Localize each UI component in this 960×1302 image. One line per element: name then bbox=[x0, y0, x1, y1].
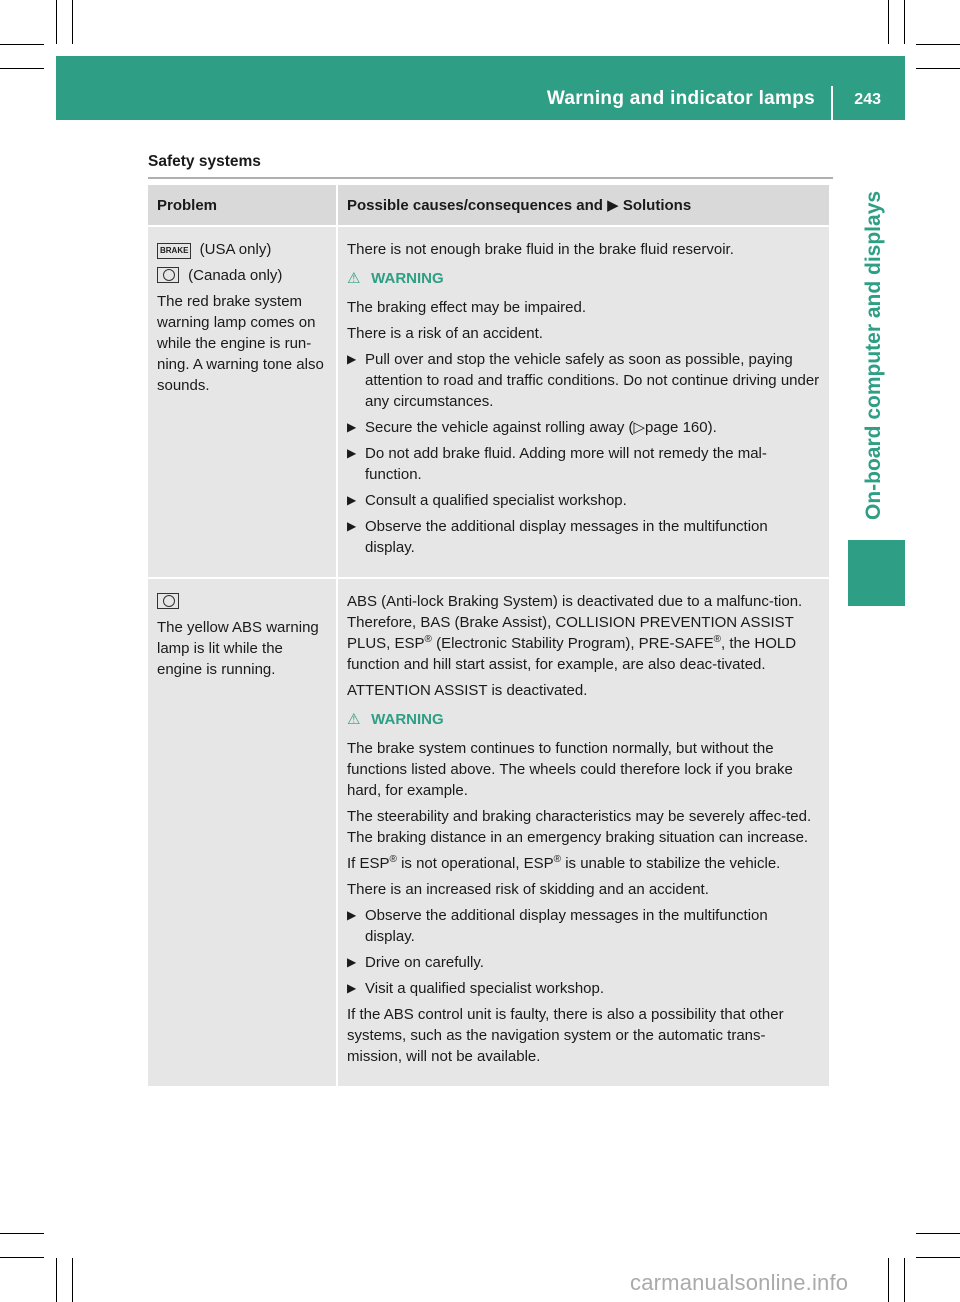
warning-triangle-icon: ⚠ bbox=[347, 711, 361, 728]
instruction-step: ▶ Do not add brake fluid. Adding more will not remedy the mal-function. bbox=[347, 445, 767, 483]
crop-mark bbox=[72, 0, 73, 44]
cause-text: ABS (Anti-lock Braking System) is deactivated due to a malfunc-tion. Therefore, BAS (Brake Assist), COLLISION PREVENTION ASSIST PLUS, ESP® (Electronic Stability Program), PRE-SAFE®, the HOLD function and hill start assist, for example, are also deac-tivated. bbox=[347, 593, 803, 673]
page-header bbox=[56, 56, 905, 120]
footnote-text: If the ABS control unit is faulty, there is also a possibility that other systems, such as the navigation system or the automatic trans-mission, will not be available. bbox=[347, 1006, 784, 1065]
crop-mark bbox=[916, 1257, 960, 1258]
header-solutions-label: Solutions bbox=[622, 197, 692, 214]
crop-mark bbox=[72, 1258, 73, 1302]
header-causes bbox=[338, 185, 829, 225]
crop-mark bbox=[916, 68, 960, 69]
instruction-step: ▶ Secure the vehicle against rolling away (▷page 160). bbox=[347, 419, 717, 436]
canada-only-label: (Canada only) bbox=[188, 267, 283, 284]
cause-text: ATTENTION ASSIST is deactivated. bbox=[347, 682, 588, 699]
section-title: Safety systems bbox=[148, 153, 261, 170]
step-arrow-icon: ▶ bbox=[347, 446, 357, 460]
step-arrow-icon: ▶ bbox=[347, 352, 357, 366]
warning-text: The steerability and braking characteristics may be severely affec-ted. The braking distance in an emergency braking situation can increase. bbox=[347, 808, 812, 846]
problem-description: The red brake system warning lamp comes on while the engine is run-ning. A warning tone also sounds. bbox=[157, 293, 324, 394]
problem-table bbox=[146, 185, 831, 1086]
crop-mark bbox=[904, 1258, 905, 1302]
watermark: carmanualsonline.info bbox=[630, 1270, 849, 1295]
crop-mark bbox=[888, 1258, 889, 1302]
crop-mark bbox=[904, 0, 905, 44]
page-ref-icon: ▷ bbox=[633, 419, 646, 436]
warning-text: If ESP® is not operational, ESP® is unable to stabilize the vehicle. bbox=[347, 854, 781, 872]
header-causes-label: Possible causes/consequences and bbox=[347, 197, 603, 214]
chapter-title: Warning and indicator lamps bbox=[546, 88, 815, 109]
crop-mark bbox=[916, 1233, 960, 1234]
brake-lamp-icon: BRAKE bbox=[157, 243, 191, 259]
instruction-step: ▶ Visit a qualified specialist workshop. bbox=[347, 980, 605, 997]
instruction-step: ▶ Consult a qualified specialist workshop. bbox=[347, 492, 627, 509]
instruction-step: ▶ Drive on carefully. bbox=[347, 954, 484, 971]
section-divider bbox=[148, 177, 833, 179]
side-tab-block bbox=[848, 540, 905, 606]
table-header-row bbox=[148, 185, 829, 225]
table-row bbox=[148, 577, 829, 1086]
crop-mark bbox=[0, 44, 44, 45]
page-reference-link[interactable]: page 160 bbox=[645, 419, 708, 436]
step-arrow-icon: ▶ bbox=[347, 519, 357, 533]
solution-cell bbox=[338, 577, 829, 1086]
crop-mark bbox=[56, 1258, 57, 1302]
problem-cell bbox=[148, 577, 336, 1086]
header-divider bbox=[831, 86, 833, 120]
instruction-step: ▶ Pull over and stop the vehicle safely as soon as possible, paying attention to road and traffic conditions. Do not continue driving under any circumstances. bbox=[347, 351, 820, 410]
warning-label: WARNING bbox=[371, 711, 444, 728]
crop-mark bbox=[916, 44, 960, 45]
arrow-right-icon: ▶ bbox=[607, 197, 619, 214]
crop-mark bbox=[56, 0, 57, 44]
header-problem: Problem bbox=[148, 185, 336, 225]
step-arrow-icon: ▶ bbox=[347, 493, 357, 507]
warning-text: The braking effect may be impaired. bbox=[347, 299, 587, 316]
crop-mark bbox=[0, 1233, 44, 1234]
table-row bbox=[148, 225, 829, 577]
warning-text: The brake system continues to function normally, but without the functions listed above. The wheels could therefore lock if you brake hard, for example. bbox=[347, 740, 793, 799]
usa-only-label: (USA only) bbox=[199, 241, 272, 258]
step-arrow-icon: ▶ bbox=[347, 955, 357, 969]
step-arrow-icon: ▶ bbox=[347, 908, 357, 922]
solution-cell bbox=[338, 225, 829, 577]
warning-text: There is an increased risk of skidding and an accident. bbox=[347, 881, 709, 898]
crop-mark bbox=[0, 68, 44, 69]
page-number: 243 bbox=[854, 91, 881, 108]
warning-label: WARNING bbox=[371, 270, 444, 287]
instruction-step: ▶ Observe the additional display messages in the multifunction display. bbox=[347, 907, 768, 945]
crop-mark bbox=[888, 0, 889, 44]
abs-icon bbox=[157, 593, 179, 609]
warning-text: There is a risk of an accident. bbox=[347, 325, 543, 342]
instruction-step: ▶ Observe the additional display messages in the multifunction display. bbox=[347, 518, 768, 556]
cause-text: There is not enough brake fluid in the brake fluid reservoir. bbox=[347, 241, 734, 258]
warning-heading bbox=[347, 709, 820, 730]
warning-heading bbox=[347, 268, 820, 289]
warning-triangle-icon: ⚠ bbox=[347, 270, 361, 287]
brake-circle-icon bbox=[157, 267, 179, 283]
step-arrow-icon: ▶ bbox=[347, 420, 357, 434]
problem-description: The yellow ABS warning lamp is lit while the engine is running. bbox=[157, 619, 319, 678]
crop-mark bbox=[0, 1257, 44, 1258]
side-tab-label: On-board computer and displays bbox=[862, 190, 885, 520]
step-arrow-icon: ▶ bbox=[347, 981, 357, 995]
problem-cell bbox=[148, 225, 336, 577]
